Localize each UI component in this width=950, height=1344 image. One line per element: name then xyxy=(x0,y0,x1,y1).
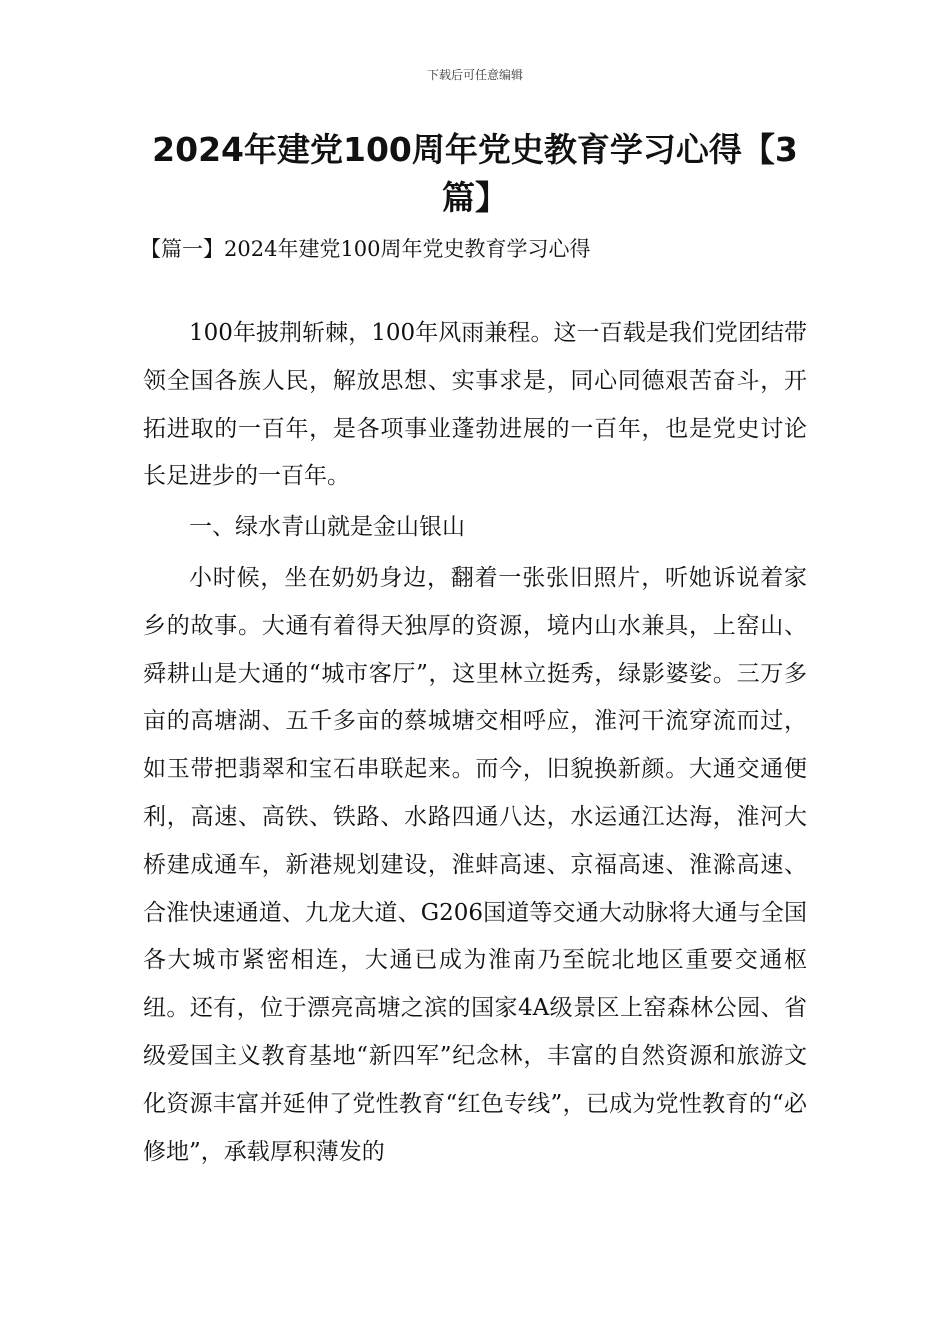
paragraph-body-1: 小时候，坐在奶奶身边，翻着一张张旧照片，听她诉说着家乡的故事。大通有着得天独厚的资源，境内山水兼具，上窑山、舜耕山是大通的“城市客厅”，这里林立挺秀，绿影婆娑。三万多亩的高塘湖、五千多亩的蔡城塘交相呼应，淮河干流穿流而过，如玉带把翡翠和宝石串联起来。而今，旧貌换新颜。大通交通便利，高速、高铁、铁路、水路四通八达，水运通江达海，淮河大桥建成通车，新港规划建设，淮蚌高速、京福高速、淮滁高速、合淮快速通道、九龙大道、G206国道等交通大动脉将大通与全国各大城市紧密相连，大通已成为淮南乃至皖北地区重要交通枢纽。还有，位于漂亮高塘之滨的国家4A级景区上窑森林公园、省级爱国主义教育基地“新四军”纪念林，丰富的自然资源和旅游文化资源丰富并延伸了党性教育“红色专线”，已成为党性教育的“必修地”，承载厚积薄发的 xyxy=(143,564,807,1165)
header-note: 下载后可任意编辑 xyxy=(426,68,523,82)
page-title: 2024年建党100周年党史教育学习心得【3篇】 xyxy=(152,130,798,217)
paragraph-intro: 100年披荆斩棘，100年风雨兼程。这一百载是我们党团结带领全国各族人民，解放思想、实事求是，同心同德艰苦奋斗，开拓进取的一百年，是各项事业蓬勃进展的一百年，也是党史讨论长足进步的一百年。 xyxy=(143,320,807,490)
subheading-1: 一、绿水青山就是金山银山 xyxy=(189,514,465,541)
section-heading: 【篇一】2024年建党100周年党史教育学习心得 xyxy=(140,237,591,261)
body-text xyxy=(143,310,807,1176)
